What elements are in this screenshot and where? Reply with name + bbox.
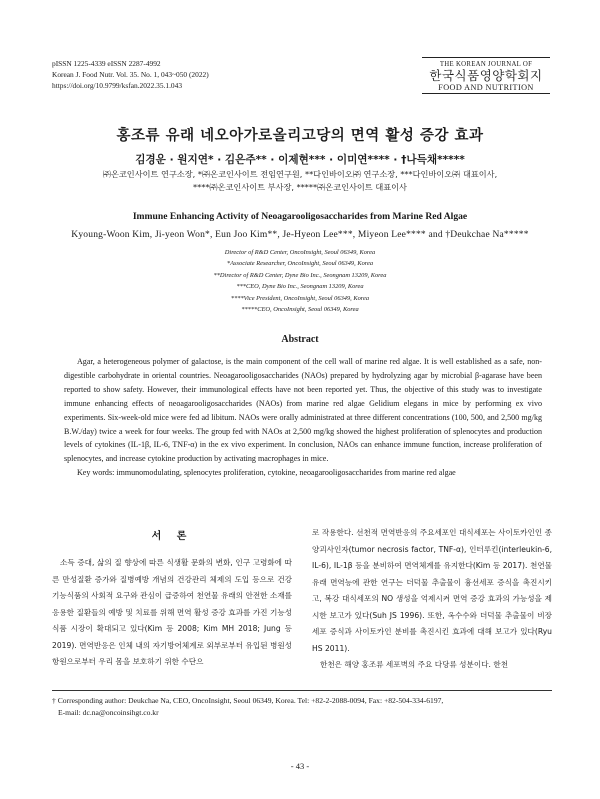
affiliation-en-line: Director of R&D Center, OncoInsight, Seoul 06349, Korea xyxy=(224,249,376,256)
right-column xyxy=(312,525,552,674)
affiliation-ko-line: ㈜온코인사이트 연구소장, *㈜온코인사이트 전임연구원, **다인바이오㈜ 연구소장, ***다인바이오㈜ 대표이사, xyxy=(102,169,498,179)
affiliations-ko xyxy=(0,168,600,194)
journal-logo xyxy=(422,57,550,94)
abstract-text: Agar, a heterogeneous polymer of galactose, is the main component of the cell wall of marine red algae. It is well established as a safe, non-digestible carbohydrate in oriental countries. Neoagarooligosaccharides (NAOs) prepared by hydrolyzing agar by microbial β-agarase have been reported to show safety. However, their immunological effects have not been reported yet. Thus, the objective of this study was to investigate immune enhancing effects of neoagarooligosaccharides (NAOs) from marine red algae Gelidium elegans in mice by performing ex vivo experiments. Six-week-old mice were fed ad libitum. NAOs were orally administrated at three different concentrations (100, 500, and 2,500 mg/kg B.W./day) twice a week for four weeks. The group fed with NAOs at 2,500 mg/kg showed the highest proliferation of splenocytes and production levels of cytokines (IL-1β, IL-6, TNF-α) in the ex vivo experiment. In conclusion, NAOs can enhance immune function, increase proliferation of splenocytes, and increase cytokine production by activating macrophages in mice. xyxy=(64,357,542,464)
authors-ko: 김경운 · 원지연* · 김은주** · 이제현*** · 이미연**** · †나득채***** xyxy=(135,154,465,166)
citation-line: Korean J. Food Nutr. Vol. 35. No. 1, 043~050 (2022) xyxy=(52,70,209,79)
footnote-line: † Corresponding author: Deukchae Na, CEO, OncoInsight, Seoul 06349, Korea. Tel: +82-2-2088-0094, Fax: +82-504-334-6197, xyxy=(52,696,444,705)
left-column xyxy=(52,555,292,671)
keywords: Key words: immunomodulating, splenocytes proliferation, cytokine, neoagarooligosaccharides from marine red algae xyxy=(77,468,456,478)
right-column-paragraph: 한천은 해양 홍조류 세포벽의 주요 다당류 성분이다. 한천 xyxy=(320,660,509,669)
journal-name-ko: 한국식품영양학회지 xyxy=(429,68,543,83)
paper-title-en: Immune Enhancing Activity of Neoagarooligosaccharides from Marine Red Algae xyxy=(132,211,468,222)
journal-name-en-bottom: FOOD AND NUTRITION xyxy=(422,83,550,94)
left-column-paragraph: 소득 증대, 삶의 질 향상에 따른 식생활 문화의 변화, 인구 고령화에 따른 만성질환 증가와 질병예방 개념의 건강관리 체제의 도입 등으로 건강기능식품의 사회적 요구와 관심이 급증하여 천연물 유래의 안전한 소재를 응용한 질환들의 예방 및 치료를 위해 면역 활성 증강 효과를 가진 기능성 식품 시장이 확대되고 있다(Kim 등 2008; Kim MH 2018; Jung 등 2019). 면역반응은 인체 내의 자기방어체계로 외부로부터 유입된 병원성 항원으로부터 우리 몸을 보호하기 위한 수단으 xyxy=(52,558,292,666)
affiliations-en xyxy=(0,247,600,315)
doi-link[interactable]: https://doi.org/10.9799/ksfan.2022.35.1.043 xyxy=(52,81,183,90)
affiliation-en-line: *****CEO, OncoInsight, Seoul 06349, Korea xyxy=(241,306,359,314)
journal-name-en-top: THE KOREAN JOURNAL OF xyxy=(439,61,533,68)
authors-en: Kyoung-Woon Kim, Ji-yeon Won*, Eun Joo Kim**, Je-Hyeon Lee***, Miyeon Lee**** and †Deukchae Na***** xyxy=(71,230,529,240)
section-heading-introduction: 서 론 xyxy=(151,531,193,542)
affiliation-en-line: ***CEO, Dyne Bio Inc., Seongnam 13209, Korea xyxy=(236,283,364,291)
footnote-email[interactable]: E-mail: dc.na@oncoinsihgt.co.kr xyxy=(58,708,159,718)
affiliation-ko-line: ****㈜온코인사이트 부사장, *****㈜온코인사이트 대표이사 xyxy=(193,182,407,192)
footnote-divider xyxy=(52,690,552,691)
corresponding-author-footnote xyxy=(52,695,562,720)
journal-rule-top xyxy=(422,57,550,58)
affiliation-en-line: ****Vice President, OncoInsight, Seoul 06349, Korea xyxy=(230,294,370,302)
page-number: - 43 - xyxy=(290,761,310,771)
abstract-heading: Abstract xyxy=(281,334,319,345)
publication-meta xyxy=(52,58,209,91)
paper-title-ko: 홍조류 유래 네오아가로올리고당의 면역 활성 증강 효과 xyxy=(116,128,484,144)
issn-line: pISSN 1225-4339 eISSN 2287-4992 xyxy=(52,59,161,68)
right-column-paragraph: 로 작용한다. 선천적 면역반응의 주요세포인 대식세포는 사이토카인인 종양괴사인자(tumor necrosis factor, TNF-α), 인터루킨(interleukin-6, IL-6), IL-1β 등을 분비하여 면역체계를 유지한다(Kim 등 2017). 천연물 유래 면역능에 관한 연구는 더덕물 추출물이 흉선세포 증식을 촉진시키고, 복강 대식세포의 NO 생성을 억제시켜 면역 증강 효과의 가능성을 제시한 보고가 있다(Suh JS 1996). 또한, 옥수수와 더덕물 추출물이 비장세포 증식과 사이토카인 분비를 촉진시킨 효과에 대해 보고가 있다(Ryu HS 2011). xyxy=(312,528,552,653)
abstract-body xyxy=(64,355,542,480)
affiliation-en-line: *Associate Researcher, OncoInsight, Seoul 06349, Korea xyxy=(226,260,374,268)
affiliation-en-line: **Director of R&D Center, Dyne Bio Inc., Seongnam 13209, Korea xyxy=(213,271,387,279)
